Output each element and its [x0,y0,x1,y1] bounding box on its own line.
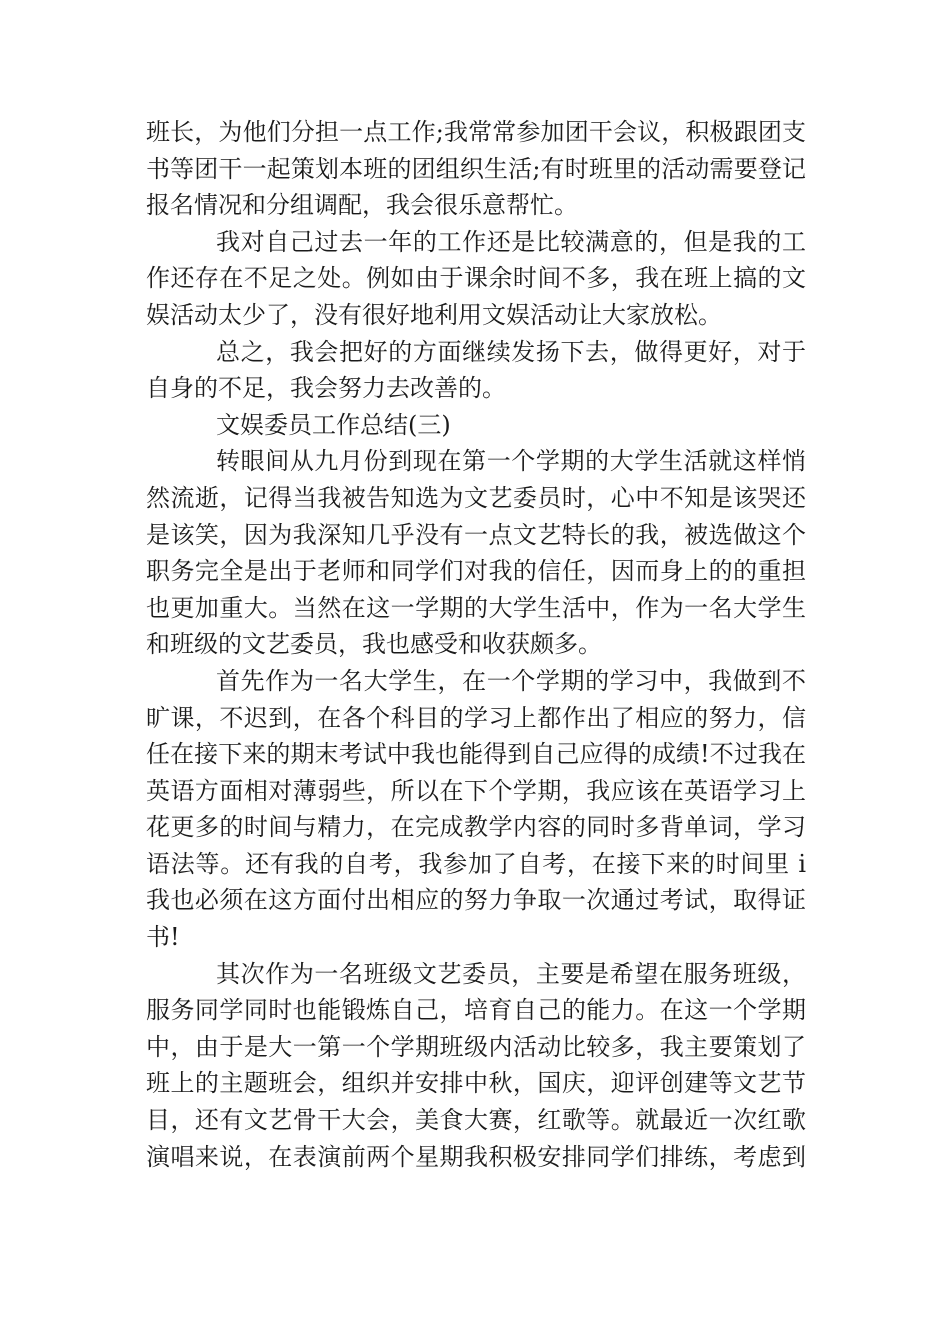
section-heading: 文娱委员工作总结(三) [216,410,451,439]
text-line: 自身的不足，我会努力去改善的。 [146,374,506,403]
text-line: 书! [146,923,180,952]
text-line: 英语方面相对薄弱些，所以在下个学期，我应该在英语学习上 [146,776,806,805]
paragraph-start-line: 转眼间从九月份到现在第一个学期的大学生活就这样悄 [216,447,806,476]
text-line: 班长，为他们分担一点工作;我常常参加团干会议，积极跟团支 [146,118,806,146]
text-line: 服务同学同时也能锻炼自己，培育自己的能力。在这一个学期 [146,996,806,1025]
paragraph-start-line: 总之，我会把好的方面继续发扬下去，做得更好，对于 [216,337,806,366]
paragraph-start-line: 其次作为一名班级文艺委员，主要是希望在服务班级， [216,959,806,988]
text-line: 旷课，不迟到，在各个科目的学习上都作出了相应的努力，信 [146,703,806,732]
text-line: 语法等。还有我的自考，我参加了自考，在接下来的时间里 i [146,849,806,878]
text-line: 职务完全是出于老师和同学们对我的信任，因而身上的的重担 [146,557,806,586]
text-line: 我也必须在这方面付出相应的努力争取一次通过考试，取得证 [146,886,806,915]
text-line: 娱活动太少了，没有很好地利用文娱活动让大家放松。 [146,300,722,329]
text-line: 和班级的文艺委员，我也感受和收获颇多。 [146,630,602,659]
text-line: 演唱来说，在表演前两个星期我积极安排同学们排练，考虑到 [146,1142,806,1171]
text-line: 是该笑，因为我深知几乎没有一点文艺特长的我，被选做这个 [146,520,806,549]
text-line: 任在接下来的期末考试中我也能得到自己应得的成绩!不过我在 [146,740,806,769]
text-line: 花更多的时间与精力，在完成教学内容的同时多背单词，学习 [146,813,806,842]
text-line: 书等团干一起策划本班的团组织生活;有时班里的活动需要登记 [146,154,806,183]
text-line: 报名情况和分组调配，我会很乐意帮忙。 [146,191,578,220]
text-line: 也更加重大。当然在这一学期的大学生活中，作为一名大学生 [146,593,806,622]
text-line: 中，由于是大一第一个学期班级内活动比较多，我主要策划了 [146,1032,806,1061]
paragraph-start-line: 首先作为一名大学生，在一个学期的学习中，我做到不 [216,666,806,695]
document-body [146,114,806,1175]
text-line: 目，还有文艺骨干大会，美食大赛，红歌等。就最近一次红歌 [146,1106,806,1135]
text-line: 作还存在不足之处。例如由于课余时间不多，我在班上搞的文 [146,264,806,293]
paragraph-start-line: 我对自己过去一年的工作还是比较满意的，但是我的工 [216,227,806,256]
text-line: 班上的主题班会，组织并安排中秋，国庆，迎评创建等文艺节 [146,1069,806,1098]
text-line: 然流逝，记得当我被告知选为文艺委员时，心中不知是该哭还 [146,483,806,512]
